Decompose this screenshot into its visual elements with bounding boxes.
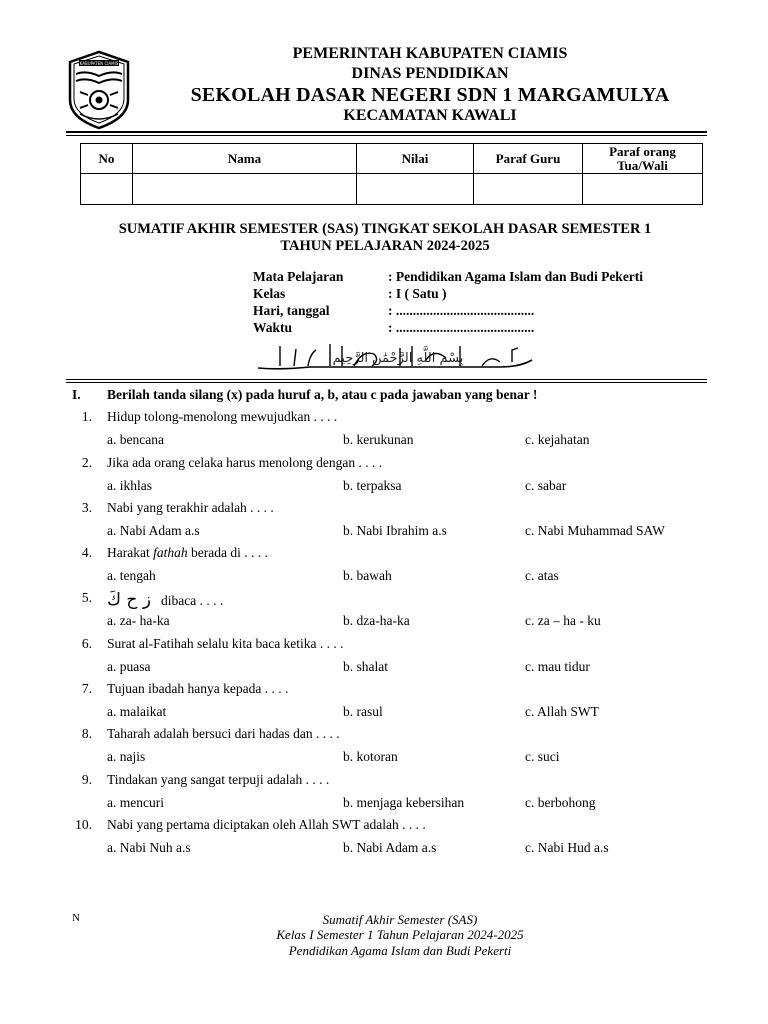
option-c[interactable]: c. berbohong [525, 795, 596, 810]
option-c[interactable]: c. kejahatan [525, 432, 590, 447]
info-date [253, 302, 643, 319]
info-label: Waktu [253, 320, 293, 335]
option-b[interactable]: b. kotoran [343, 749, 398, 764]
question-text: Taharah adalah bersuci dari hadas dan . . . . [107, 726, 340, 741]
question-text: Nabi yang pertama diciptakan oleh Allah SWT adalah . . . . [107, 817, 426, 832]
info-time [253, 319, 643, 336]
question-number: 3. [81, 500, 92, 515]
option-a[interactable]: a. Nabi Adam a.s [107, 523, 200, 538]
info-label: Hari, tanggal [253, 303, 330, 318]
question-text: Surat al-Fatihah selalu kita baca ketika . . . . [107, 636, 344, 651]
section-rule-bottom [66, 382, 707, 383]
info-label: Kelas [253, 286, 286, 301]
question-number: 9. [81, 772, 92, 787]
question-number: 1. [81, 409, 92, 424]
option-c[interactable]: c. sabar [525, 478, 567, 493]
question-number: 4. [81, 545, 92, 560]
government-name: PEMERINTAH KABUPATEN CIAMIS [292, 45, 568, 62]
section-rule-top [66, 379, 707, 380]
cell-paraf-guru[interactable] [474, 174, 583, 205]
info-class [253, 285, 643, 302]
question-text-tail: dibaca . . . . [161, 593, 224, 608]
option-b[interactable]: b. bawah [343, 568, 392, 583]
footer-line-3: Pendidikan Agama Islam dan Budi Pekerti [288, 943, 512, 958]
arabic-letters: ز ح كَ [107, 590, 152, 610]
question-number: 7. [81, 681, 92, 696]
option-b[interactable]: b. terpaksa [343, 478, 402, 493]
question-number: 5. [81, 590, 92, 605]
cell-paraf-orang-tua[interactable] [583, 174, 703, 205]
col-nama: Nama [133, 144, 357, 174]
question-text: Jika ada orang celaka harus menolong dengan . . . . [107, 455, 383, 470]
info-subject [253, 268, 643, 285]
footer-line-2: Kelas I Semester 1 Tahun Pelajaran 2024-2025 [276, 927, 524, 942]
question-number: 2. [81, 455, 92, 470]
cell-nilai[interactable] [357, 174, 474, 205]
option-b[interactable]: b. Nabi Ibrahim a.s [343, 523, 447, 538]
option-c[interactable]: c. Nabi Muhammad SAW [525, 523, 665, 538]
svg-text:KABUPATEN CIAMIS: KABUPATEN CIAMIS [79, 61, 119, 66]
option-b[interactable]: b. kerukunan [343, 432, 414, 447]
option-a[interactable]: a. puasa [107, 659, 151, 674]
question-text [107, 545, 268, 561]
col-paraf-orang-tua: Paraf orang Tua/Wali [583, 144, 703, 174]
option-c[interactable]: c. atas [525, 568, 559, 583]
option-a[interactable]: a. ikhlas [107, 478, 152, 493]
option-b[interactable]: b. shalat [343, 659, 388, 674]
info-value[interactable]: : ......................................... [388, 303, 535, 318]
exam-year: TAHUN PELAJARAN 2024-2025 [280, 238, 490, 254]
option-a[interactable]: a. najis [107, 749, 146, 764]
exam-title: SUMATIF AKHIR SEMESTER (SAS) TINGKAT SEKOLAH DASAR SEMESTER 1 [118, 221, 652, 237]
district-name: KECAMATAN KAWALI [343, 107, 517, 124]
header-rule-thin [66, 135, 707, 136]
option-b[interactable]: b. menjaga kebersihan [343, 795, 465, 810]
school-district-emblem [66, 48, 132, 130]
question-text: Nabi yang terakhir adalah . . . . [107, 500, 274, 515]
option-a[interactable]: a. tengah [107, 568, 156, 583]
cell-nama[interactable] [133, 174, 357, 205]
option-a[interactable]: a. za- ha-ka [107, 613, 170, 628]
option-b[interactable]: b. dza-ha-ka [343, 613, 410, 628]
option-a[interactable]: a. Nabi Nuh a.s [107, 840, 191, 855]
question-text-pre: Harakat [107, 545, 154, 560]
info-value: : I ( Satu ) [388, 286, 447, 301]
option-c[interactable]: c. mau tidur [525, 659, 590, 674]
footer-line-1: Sumatif Akhir Semester (SAS) [322, 912, 478, 927]
basmalah-text: بِسْمِ اللَّهِ الرَّحْمَٰنِ الرَّحِيمِ [332, 351, 464, 366]
col-paraf-guru: Paraf Guru [474, 144, 583, 174]
option-c[interactable]: c. za – ha - ku [525, 613, 601, 628]
question-text [107, 590, 223, 610]
question-number: 10. [75, 817, 92, 832]
question-text-term: fathah [153, 545, 188, 560]
header-rule-thick [66, 131, 707, 133]
cell-no[interactable] [81, 174, 133, 205]
info-value[interactable]: : ......................................... [388, 320, 535, 335]
question-number: 8. [81, 726, 92, 741]
option-c[interactable]: c. Allah SWT [525, 704, 599, 719]
option-a[interactable]: a. mencuri [107, 795, 164, 810]
option-b[interactable]: b. rasul [343, 704, 383, 719]
question-text: Tindakan yang sangat terpuji adalah . . . . [107, 772, 330, 787]
section-number: I. [72, 387, 81, 402]
department-name: DINAS PENDIDIKAN [351, 65, 509, 82]
school-name: SEKOLAH DASAR NEGERI SDN 1 MARGAMULYA [190, 84, 670, 106]
col-no: No [81, 144, 133, 174]
option-c[interactable]: c. suci [525, 749, 560, 764]
basmalah-calligraphy [250, 340, 540, 376]
exam-info [253, 268, 643, 336]
col-nilai: Nilai [357, 144, 474, 174]
question-text: Hidup tolong-menolong mewujudkan . . . . [107, 409, 338, 424]
option-a[interactable]: a. malaikat [107, 704, 167, 719]
question-text-post: berada di . . . . [187, 545, 268, 560]
info-value: : Pendidikan Agama Islam dan Budi Pekerti [388, 269, 644, 284]
info-label: Mata Pelajaran [253, 269, 344, 284]
instruction-text: Berilah tanda silang (x) pada huruf a, b, atau c pada jawaban yang benar ! [107, 387, 538, 402]
question-text: Tujuan ibadah hanya kepada . . . . [107, 681, 289, 696]
question-number: 6. [81, 636, 92, 651]
score-table [80, 143, 703, 205]
option-b[interactable]: b. Nabi Adam a.s [343, 840, 437, 855]
option-a[interactable]: a. bencana [107, 432, 164, 447]
option-c[interactable]: c. Nabi Hud a.s [525, 840, 609, 855]
footer-mark: N [72, 912, 80, 924]
